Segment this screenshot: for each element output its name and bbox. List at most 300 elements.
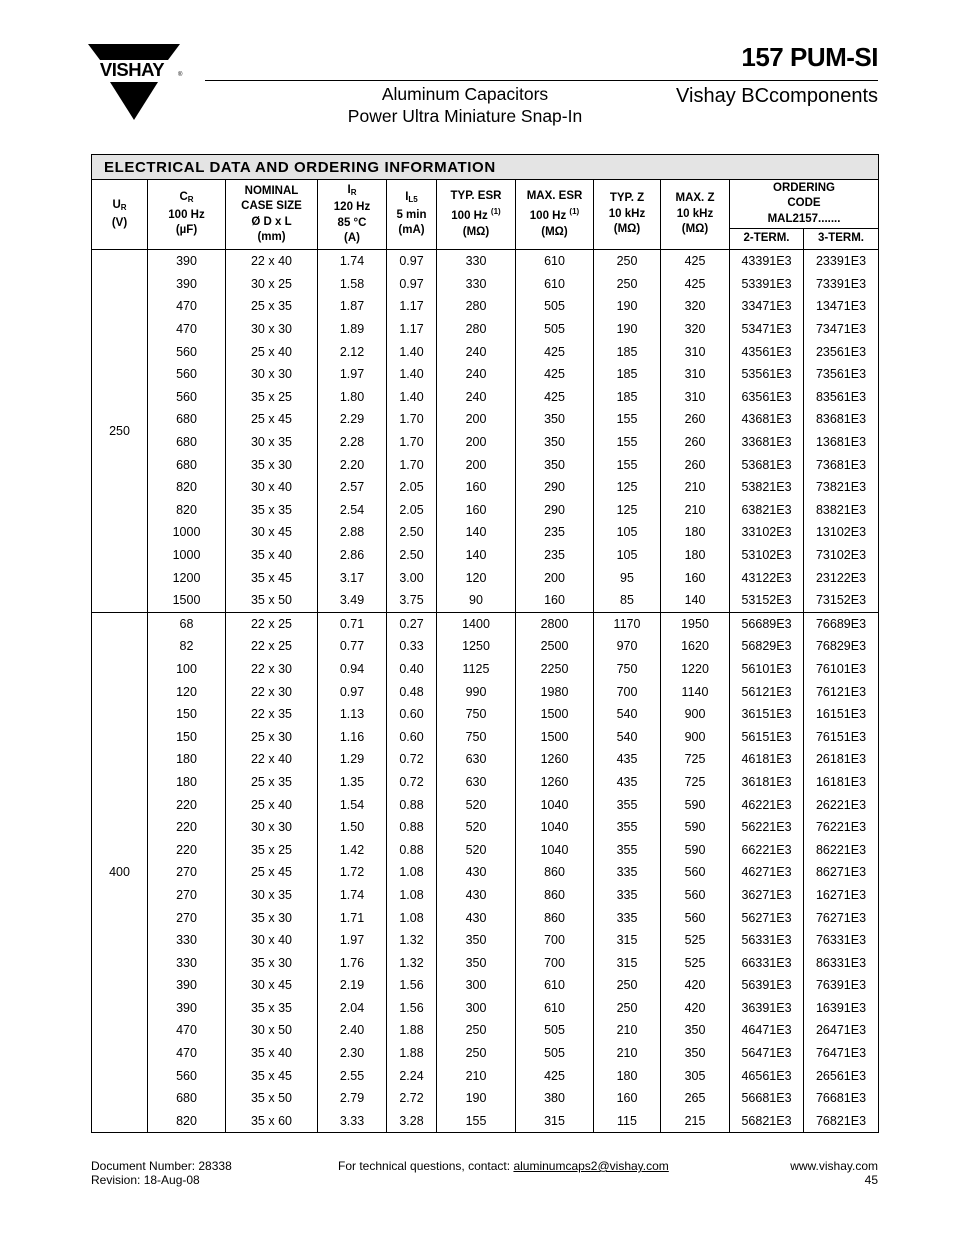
cell-ir: 2.19: [318, 974, 387, 997]
cell-ir: 1.58: [318, 273, 387, 296]
cell-ir: 1.71: [318, 906, 387, 929]
cell-max-z: 590: [661, 838, 730, 861]
table-row: [92, 748, 879, 771]
cell-cr: 150: [148, 725, 226, 748]
cell-max-esr: 1040: [516, 816, 594, 839]
cell-code-3-term: 73821E3: [804, 476, 879, 499]
cell-ur: 250: [92, 250, 148, 613]
cell-cr: 180: [148, 771, 226, 794]
cell-ir: 1.74: [318, 250, 387, 273]
cell-typ-z: 315: [594, 929, 661, 952]
cell-case-size: 25 x 40: [226, 340, 318, 363]
table-body: [92, 250, 879, 1133]
cell-max-z: 560: [661, 884, 730, 907]
cell-ir: 1.16: [318, 725, 387, 748]
header-3-term: 3-TERM.: [804, 229, 879, 250]
header-cr: $C_R$ 100 Hz (µF): [148, 180, 226, 250]
cell-cr: 470: [148, 295, 226, 318]
electrical-data-table: [91, 154, 879, 1133]
cell-case-size: 25 x 30: [226, 725, 318, 748]
cell-typ-esr: 200: [437, 453, 516, 476]
table-title: ELECTRICAL DATA AND ORDERING INFORMATION: [92, 155, 879, 180]
cell-ir: 2.04: [318, 997, 387, 1020]
cell-ir: 1.87: [318, 295, 387, 318]
cell-max-z: 1140: [661, 680, 730, 703]
cell-code-2-term: 53391E3: [730, 273, 804, 296]
cell-code-3-term: 76221E3: [804, 816, 879, 839]
cell-ir: 2.12: [318, 340, 387, 363]
cell-typ-z: 115: [594, 1110, 661, 1133]
contact-email-link[interactable]: aluminumcaps2@vishay.com: [513, 1159, 669, 1173]
cell-max-z: 310: [661, 363, 730, 386]
cell-max-esr: 610: [516, 273, 594, 296]
cell-max-esr: 505: [516, 318, 594, 341]
cell-typ-z: 210: [594, 1019, 661, 1042]
cell-cr: 470: [148, 1019, 226, 1042]
cell-typ-z: 335: [594, 906, 661, 929]
cell-case-size: 30 x 45: [226, 521, 318, 544]
cell-max-esr: 1260: [516, 771, 594, 794]
cell-max-esr: 700: [516, 951, 594, 974]
cell-max-z: 900: [661, 703, 730, 726]
cell-typ-esr: 350: [437, 929, 516, 952]
cell-typ-z: 105: [594, 544, 661, 567]
table-row: [92, 951, 879, 974]
cell-case-size: 30 x 30: [226, 816, 318, 839]
cell-case-size: 30 x 45: [226, 974, 318, 997]
cell-max-esr: 425: [516, 1064, 594, 1087]
cell-max-esr: 1980: [516, 680, 594, 703]
cell-code-2-term: 53821E3: [730, 476, 804, 499]
cell-typ-z: 700: [594, 680, 661, 703]
cell-case-size: 35 x 25: [226, 386, 318, 409]
cell-code-3-term: 76151E3: [804, 725, 879, 748]
cell-typ-esr: 430: [437, 906, 516, 929]
cell-code-3-term: 86331E3: [804, 951, 879, 974]
cell-ir: 3.49: [318, 589, 387, 612]
cell-code-3-term: 73471E3: [804, 318, 879, 341]
cell-typ-esr: 1250: [437, 635, 516, 658]
cell-il5: 1.40: [387, 363, 437, 386]
cell-typ-z: 1170: [594, 612, 661, 635]
cell-max-esr: 1500: [516, 725, 594, 748]
cell-code-3-term: 13681E3: [804, 431, 879, 454]
cell-max-esr: 860: [516, 884, 594, 907]
cell-il5: 1.88: [387, 1019, 437, 1042]
cell-il5: 2.72: [387, 1087, 437, 1110]
cell-code-2-term: 53681E3: [730, 453, 804, 476]
svg-text:VISHAY: VISHAY: [99, 59, 165, 80]
cell-max-z: 1950: [661, 612, 730, 635]
cell-il5: 2.05: [387, 499, 437, 522]
cell-typ-esr: 750: [437, 703, 516, 726]
cell-code-2-term: 33681E3: [730, 431, 804, 454]
table-row: [92, 658, 879, 681]
cell-max-esr: 380: [516, 1087, 594, 1110]
cell-ir: 1.76: [318, 951, 387, 974]
cell-il5: 1.08: [387, 906, 437, 929]
table-row: [92, 386, 879, 409]
cell-code-2-term: 53471E3: [730, 318, 804, 341]
cell-case-size: 22 x 25: [226, 635, 318, 658]
cell-il5: 1.08: [387, 861, 437, 884]
cell-max-esr: 2800: [516, 612, 594, 635]
cell-cr: 68: [148, 612, 226, 635]
table-row: [92, 680, 879, 703]
cell-cr: 820: [148, 499, 226, 522]
cell-code-3-term: 86221E3: [804, 838, 879, 861]
cell-typ-z: 160: [594, 1087, 661, 1110]
cell-cr: 820: [148, 1110, 226, 1133]
cell-typ-esr: 200: [437, 408, 516, 431]
cell-max-esr: 1040: [516, 793, 594, 816]
cell-case-size: 30 x 40: [226, 476, 318, 499]
header-ur: $U_R$ (V): [92, 180, 148, 250]
cell-cr: 330: [148, 951, 226, 974]
cell-code-3-term: 16181E3: [804, 771, 879, 794]
cell-typ-z: 355: [594, 793, 661, 816]
cell-il5: 3.28: [387, 1110, 437, 1133]
cell-code-2-term: 33102E3: [730, 521, 804, 544]
cell-code-2-term: 46471E3: [730, 1019, 804, 1042]
cell-max-z: 320: [661, 295, 730, 318]
cell-cr: 560: [148, 386, 226, 409]
cell-code-2-term: 53152E3: [730, 589, 804, 612]
cell-typ-z: 85: [594, 589, 661, 612]
cell-il5: 0.48: [387, 680, 437, 703]
table-row: [92, 273, 879, 296]
cell-ir: 2.79: [318, 1087, 387, 1110]
cell-typ-esr: 630: [437, 748, 516, 771]
cell-max-z: 310: [661, 386, 730, 409]
cell-case-size: 22 x 30: [226, 658, 318, 681]
cell-max-z: 140: [661, 589, 730, 612]
cell-case-size: 25 x 45: [226, 861, 318, 884]
cell-code-2-term: 56689E3: [730, 612, 804, 635]
header-rule: [205, 80, 878, 81]
cell-ur: 400: [92, 612, 148, 1133]
cell-typ-esr: 210: [437, 1064, 516, 1087]
cell-cr: 470: [148, 318, 226, 341]
cell-cr: 220: [148, 793, 226, 816]
cell-max-z: 265: [661, 1087, 730, 1110]
cell-typ-esr: 200: [437, 431, 516, 454]
cell-cr: 1000: [148, 521, 226, 544]
cell-il5: 1.32: [387, 929, 437, 952]
cell-max-z: 210: [661, 499, 730, 522]
footer-document-info: [91, 1159, 232, 1187]
cell-code-2-term: 46271E3: [730, 861, 804, 884]
cell-max-z: 525: [661, 951, 730, 974]
cell-case-size: 35 x 35: [226, 997, 318, 1020]
cell-case-size: 30 x 35: [226, 431, 318, 454]
cell-cr: 390: [148, 974, 226, 997]
cell-cr: 560: [148, 363, 226, 386]
header-typ-esr: TYP. ESR 100 Hz $^{(1)}$ (MΩ): [437, 180, 516, 250]
cell-typ-z: 185: [594, 340, 661, 363]
revision: Revision: 18-Aug-08: [91, 1173, 200, 1187]
cell-typ-esr: 520: [437, 838, 516, 861]
cell-case-size: 35 x 50: [226, 1087, 318, 1110]
table-row: [92, 544, 879, 567]
cell-typ-esr: 160: [437, 499, 516, 522]
cell-typ-z: 155: [594, 453, 661, 476]
cell-case-size: 35 x 35: [226, 499, 318, 522]
cell-case-size: 22 x 35: [226, 703, 318, 726]
cell-max-z: 215: [661, 1110, 730, 1133]
footer-contact: [338, 1159, 669, 1173]
cell-code-2-term: 56221E3: [730, 816, 804, 839]
header-2-term: 2-TERM.: [730, 229, 804, 250]
cell-il5: 0.97: [387, 273, 437, 296]
table-row: [92, 340, 879, 363]
cell-code-2-term: 56391E3: [730, 974, 804, 997]
cell-max-z: 260: [661, 408, 730, 431]
cell-max-z: 350: [661, 1042, 730, 1065]
cell-max-z: 320: [661, 318, 730, 341]
cell-il5: 0.88: [387, 793, 437, 816]
cell-code-3-term: 76829E3: [804, 635, 879, 658]
cell-ir: 1.97: [318, 363, 387, 386]
cell-code-3-term: 16151E3: [804, 703, 879, 726]
cell-case-size: 22 x 40: [226, 250, 318, 273]
cell-max-z: 425: [661, 250, 730, 273]
cell-max-z: 350: [661, 1019, 730, 1042]
cell-max-esr: 860: [516, 906, 594, 929]
cell-typ-esr: 90: [437, 589, 516, 612]
cell-typ-z: 125: [594, 476, 661, 499]
cell-typ-esr: 160: [437, 476, 516, 499]
cell-case-size: 35 x 40: [226, 544, 318, 567]
table-row: [92, 725, 879, 748]
table-row: [92, 1110, 879, 1133]
cell-typ-esr: 240: [437, 386, 516, 409]
cell-code-2-term: 43122E3: [730, 566, 804, 589]
cell-ir: 0.77: [318, 635, 387, 658]
cell-il5: 0.60: [387, 725, 437, 748]
cell-typ-z: 970: [594, 635, 661, 658]
cell-typ-esr: 240: [437, 340, 516, 363]
header-ordering-code: ORDERING CODE MAL2157.......: [730, 180, 879, 229]
cell-typ-z: 185: [594, 363, 661, 386]
cell-typ-esr: 1125: [437, 658, 516, 681]
cell-code-3-term: 83821E3: [804, 499, 879, 522]
table-row: [92, 906, 879, 929]
cell-max-esr: 235: [516, 521, 594, 544]
table-row: [92, 997, 879, 1020]
cell-typ-esr: 140: [437, 521, 516, 544]
cell-typ-esr: 430: [437, 884, 516, 907]
table-row: [92, 793, 879, 816]
cell-ir: 2.57: [318, 476, 387, 499]
cell-il5: 1.17: [387, 318, 437, 341]
cell-ir: 2.20: [318, 453, 387, 476]
cell-cr: 680: [148, 408, 226, 431]
cell-ir: 2.30: [318, 1042, 387, 1065]
cell-max-z: 420: [661, 997, 730, 1020]
table-row: [92, 499, 879, 522]
table-row: [92, 929, 879, 952]
vishay-logo: [88, 44, 184, 120]
cell-code-2-term: 56821E3: [730, 1110, 804, 1133]
cell-code-3-term: 76821E3: [804, 1110, 879, 1133]
cell-il5: 1.56: [387, 997, 437, 1020]
cell-il5: 1.70: [387, 431, 437, 454]
cell-max-esr: 290: [516, 499, 594, 522]
cell-code-3-term: 73681E3: [804, 453, 879, 476]
table-row: [92, 974, 879, 997]
cell-ir: 3.33: [318, 1110, 387, 1133]
cell-typ-esr: 250: [437, 1019, 516, 1042]
cell-ir: 1.89: [318, 318, 387, 341]
cell-ir: 2.88: [318, 521, 387, 544]
cell-il5: 3.00: [387, 566, 437, 589]
cell-max-z: 560: [661, 861, 730, 884]
cell-case-size: 30 x 30: [226, 363, 318, 386]
cell-typ-z: 125: [594, 499, 661, 522]
cell-ir: 0.97: [318, 680, 387, 703]
cell-max-z: 590: [661, 793, 730, 816]
cell-typ-esr: 1400: [437, 612, 516, 635]
cell-ir: 1.13: [318, 703, 387, 726]
cell-typ-esr: 350: [437, 951, 516, 974]
cell-typ-z: 190: [594, 318, 661, 341]
cell-typ-z: 355: [594, 838, 661, 861]
cell-max-esr: 505: [516, 1019, 594, 1042]
cell-typ-esr: 990: [437, 680, 516, 703]
cell-code-3-term: 26561E3: [804, 1064, 879, 1087]
cell-typ-z: 750: [594, 658, 661, 681]
cell-code-3-term: 73561E3: [804, 363, 879, 386]
cell-max-z: 260: [661, 431, 730, 454]
table-row: [92, 771, 879, 794]
cell-max-esr: 290: [516, 476, 594, 499]
cell-max-z: 590: [661, 816, 730, 839]
cell-code-2-term: 56331E3: [730, 929, 804, 952]
table-row: [92, 1019, 879, 1042]
cell-max-z: 260: [661, 453, 730, 476]
website-link[interactable]: www.vishay.com: [790, 1159, 878, 1173]
cell-cr: 560: [148, 1064, 226, 1087]
cell-code-3-term: 76271E3: [804, 906, 879, 929]
cell-typ-z: 250: [594, 250, 661, 273]
table-row: [92, 1064, 879, 1087]
cell-code-3-term: 23122E3: [804, 566, 879, 589]
cell-max-esr: 350: [516, 453, 594, 476]
cell-typ-esr: 140: [437, 544, 516, 567]
table-row: [92, 612, 879, 635]
cell-code-3-term: 76391E3: [804, 974, 879, 997]
table-row: [92, 566, 879, 589]
svg-text:®: ®: [178, 72, 183, 78]
cell-il5: 0.88: [387, 816, 437, 839]
cell-code-3-term: 26221E3: [804, 793, 879, 816]
cell-ir: 0.71: [318, 612, 387, 635]
cell-ir: 2.28: [318, 431, 387, 454]
cell-code-3-term: 73102E3: [804, 544, 879, 567]
cell-typ-esr: 750: [437, 725, 516, 748]
cell-code-2-term: 53102E3: [730, 544, 804, 567]
table-row: [92, 589, 879, 612]
cell-code-3-term: 23561E3: [804, 340, 879, 363]
cell-ir: 1.74: [318, 884, 387, 907]
cell-ir: 1.80: [318, 386, 387, 409]
cell-code-2-term: 36391E3: [730, 997, 804, 1020]
cell-il5: 2.05: [387, 476, 437, 499]
cell-code-2-term: 56681E3: [730, 1087, 804, 1110]
cell-il5: 0.72: [387, 771, 437, 794]
cell-cr: 390: [148, 997, 226, 1020]
cell-typ-z: 185: [594, 386, 661, 409]
cell-il5: 1.08: [387, 884, 437, 907]
cell-il5: 0.60: [387, 703, 437, 726]
cell-cr: 270: [148, 884, 226, 907]
document-subtitle: [340, 83, 590, 127]
cell-code-3-term: 73391E3: [804, 273, 879, 296]
cell-il5: 1.32: [387, 951, 437, 974]
table-row: [92, 521, 879, 544]
cell-cr: 390: [148, 250, 226, 273]
cell-case-size: 35 x 50: [226, 589, 318, 612]
cell-typ-z: 95: [594, 566, 661, 589]
cell-max-esr: 700: [516, 929, 594, 952]
cell-code-2-term: 43681E3: [730, 408, 804, 431]
cell-case-size: 22 x 30: [226, 680, 318, 703]
page-number: 45: [864, 1173, 878, 1187]
cell-cr: 470: [148, 1042, 226, 1065]
cell-case-size: 22 x 25: [226, 612, 318, 635]
cell-typ-z: 155: [594, 408, 661, 431]
cell-case-size: 22 x 40: [226, 748, 318, 771]
cell-code-2-term: 56271E3: [730, 906, 804, 929]
cell-max-esr: 860: [516, 861, 594, 884]
cell-il5: 2.24: [387, 1064, 437, 1087]
cell-code-3-term: 83561E3: [804, 386, 879, 409]
table-row: [92, 408, 879, 431]
cell-code-2-term: 46561E3: [730, 1064, 804, 1087]
cell-typ-z: 210: [594, 1042, 661, 1065]
cell-typ-z: 105: [594, 521, 661, 544]
table-row: [92, 635, 879, 658]
table-row: [92, 318, 879, 341]
cell-case-size: 35 x 30: [226, 453, 318, 476]
cell-max-esr: 350: [516, 431, 594, 454]
table-row: [92, 1042, 879, 1065]
cell-typ-z: 250: [594, 974, 661, 997]
cell-code-2-term: 43391E3: [730, 250, 804, 273]
contact-prefix: For technical questions, contact:: [338, 1159, 514, 1173]
cell-typ-esr: 155: [437, 1110, 516, 1133]
cell-code-3-term: 26471E3: [804, 1019, 879, 1042]
cell-max-esr: 160: [516, 589, 594, 612]
cell-cr: 1500: [148, 589, 226, 612]
cell-case-size: 25 x 45: [226, 408, 318, 431]
header-max-esr: MAX. ESR 100 Hz $^{(1)}$ (MΩ): [516, 180, 594, 250]
cell-max-esr: 505: [516, 1042, 594, 1065]
cell-code-2-term: 36271E3: [730, 884, 804, 907]
table-row: [92, 816, 879, 839]
cell-typ-z: 435: [594, 748, 661, 771]
cell-typ-z: 435: [594, 771, 661, 794]
table-row: [92, 250, 879, 273]
cell-max-z: 180: [661, 521, 730, 544]
cell-max-esr: 610: [516, 997, 594, 1020]
cell-typ-esr: 300: [437, 997, 516, 1020]
table-row: [92, 884, 879, 907]
cell-ir: 1.72: [318, 861, 387, 884]
cell-ir: 1.29: [318, 748, 387, 771]
cell-case-size: 35 x 60: [226, 1110, 318, 1133]
